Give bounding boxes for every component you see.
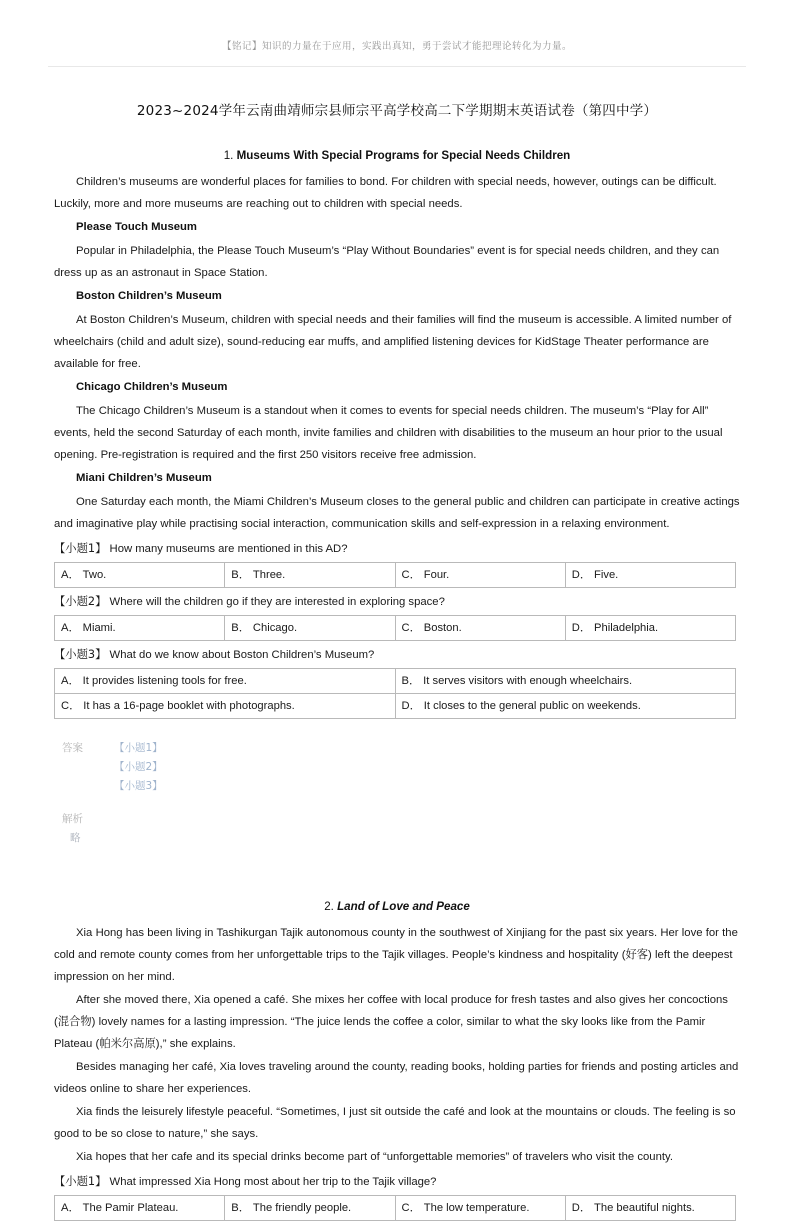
section-spacer	[54, 848, 740, 892]
table-row	[55, 694, 736, 719]
passage-1-para-4: The Chicago Children’s Museum is a standout when it comes to events for special needs children. The museum’s “Play for All” events, held the second Saturday of each month, invite families and children with disabilities to the museum an hour prior to the usual opening. Pre-registration is required and the first 250 visitors receive free admission.	[54, 405, 723, 461]
option-text: The friendly people.	[252, 1202, 352, 1214]
option-text: The Pamir Plateau.	[82, 1202, 179, 1214]
option-text: Five.	[594, 569, 619, 581]
option-d[interactable]	[565, 616, 735, 641]
question-text: Where will the children go if they are interested in exploring space?	[109, 596, 445, 608]
question-text: How many museums are mentioned in this AD?	[109, 543, 348, 555]
option-letter: A．	[61, 622, 80, 634]
answer-items	[114, 739, 163, 796]
option-text: The beautiful nights.	[594, 1202, 695, 1214]
option-text: Philadelphia.	[594, 622, 659, 634]
passage-1-para-2: Popular in Philadelphia, the Please Touch Museum’s “Play Without Boundaries” event is for special needs children, and they can dress up as an astronaut in Space Station.	[54, 245, 720, 279]
table-row	[55, 563, 736, 588]
passage-1-question-1-options	[54, 562, 736, 588]
option-a[interactable]	[55, 616, 225, 641]
page-title: 2023~2024学年云南曲靖师宗县师宗平高学校高二下学期期末英语试卷（第四中学）	[136, 103, 658, 119]
question-tag: 【小题1】	[54, 542, 107, 555]
passage-2-para-5: Xia hopes that her cafe and its special drinks become part of “unforgettable memories” of travelers who visit the county.	[76, 1151, 673, 1163]
answer-item-1: 【小题1】	[114, 742, 163, 754]
answer-label: 答案	[62, 742, 83, 754]
question-text: What do we know about Boston Children’s Museum?	[109, 649, 375, 661]
question-tag: 【小题2】	[54, 595, 107, 608]
option-text: It serves visitors with enough wheelchairs.	[423, 675, 633, 687]
passage-2-para-3: Besides managing her café, Xia loves traveling around the county, reading books, holding parties for friends and posting articles and videos online to share her experiences.	[54, 1061, 739, 1095]
option-text: The low temperature.	[423, 1202, 530, 1214]
option-letter: A．	[61, 569, 80, 581]
option-text: Three.	[252, 569, 286, 581]
question-text: What impressed Xia Hong most about her trip to the Tajik village?	[109, 1176, 437, 1188]
option-text: It closes to the general public on weekends.	[423, 700, 641, 712]
passage-1-subhead-4: Miani Children’s Museum	[76, 472, 212, 484]
passage-2-para-4: Xia finds the leisurely lifestyle peaceful. “Sometimes, I just sit outside the café and look at the mountains or clouds. The feeling is so good to be so close to nature,” she says.	[54, 1106, 736, 1140]
passage-1-title	[54, 149, 740, 162]
option-d[interactable]	[565, 563, 735, 588]
option-letter: C．	[401, 622, 421, 634]
passage-1	[54, 149, 740, 848]
passage-1-question-3-options	[54, 668, 736, 719]
running-header: 【铭记】知识的力量在于应用，实践出真知，勇于尝试才能把理论转化为力量。	[221, 41, 572, 52]
option-letter: C．	[61, 700, 81, 712]
option-d[interactable]	[565, 1196, 735, 1221]
option-a[interactable]	[55, 563, 225, 588]
option-text: It has a 16-page booklet with photographs.	[83, 700, 295, 712]
option-c[interactable]	[395, 616, 565, 641]
option-letter: B．	[401, 675, 421, 687]
answer-block	[54, 739, 740, 848]
passage-1-number: 1.	[223, 149, 237, 162]
option-text: Four.	[423, 569, 450, 581]
passage-2-number: 2.	[324, 900, 338, 913]
option-text: Two.	[82, 569, 107, 581]
option-letter: D．	[401, 700, 421, 712]
option-b[interactable]	[225, 616, 395, 641]
option-letter: A．	[61, 675, 80, 687]
header-divider	[48, 66, 746, 67]
option-c[interactable]	[395, 1196, 565, 1221]
option-letter: C．	[401, 1202, 421, 1214]
passage-2-heading: Land of Love and Peace	[337, 900, 470, 913]
answer-item-2: 【小题2】	[114, 761, 163, 773]
passage-1-question-2-options	[54, 615, 736, 641]
passage-2-para-2: After she moved there, Xia opened a café. She mixes her coffee with local produce for fresh tastes and also gives her concoctions (混合物) lovely names for a lasting impression. “The juice lends the coffee a color, similar to what the sky looks like from the Pamir Plateau (帕米尔高原),” she explains.	[54, 994, 728, 1050]
table-row	[55, 1196, 736, 1221]
option-text: Boston.	[423, 622, 462, 634]
analysis-text: 略	[70, 832, 81, 844]
passage-1-subhead-1: Please Touch Museum	[76, 221, 197, 233]
answer-item-3: 【小题3】	[114, 780, 163, 792]
analysis-row	[62, 810, 740, 829]
option-b[interactable]	[225, 1196, 395, 1221]
passage-1-question-1-stem	[54, 538, 740, 560]
passage-1-para-5: One Saturday each month, the Miami Children’s Museum closes to the general public and children can participate in creative actings and imaginative play while practising social interaction, communication skills and self-expression in a relaxing environment.	[54, 496, 740, 530]
option-b[interactable]	[225, 563, 395, 588]
analysis-label: 解析	[62, 813, 83, 825]
option-letter: B．	[231, 1202, 250, 1214]
table-row	[55, 616, 736, 641]
passage-2	[54, 900, 740, 1221]
option-letter: D．	[571, 1202, 592, 1214]
option-d[interactable]	[395, 694, 736, 719]
passage-1-heading: Museums With Special Programs for Special Needs Children	[236, 149, 571, 162]
table-row	[55, 669, 736, 694]
passage-1-subhead-2: Boston Children’s Museum	[76, 290, 222, 302]
passage-2-question-1-stem	[54, 1171, 740, 1193]
option-text: Miami.	[82, 622, 116, 634]
passage-1-question-2-stem	[54, 591, 740, 613]
passage-2-title	[54, 900, 740, 913]
passage-1-para-1: Children’s museums are wonderful places for families to bond. For children with special needs, however, outings can be difficult. Luckily, more and more museums are reaching out to children with special needs.	[54, 176, 717, 210]
passage-1-subhead-3: Chicago Children’s Museum	[76, 381, 228, 393]
option-a[interactable]	[55, 1196, 225, 1221]
option-a[interactable]	[55, 669, 396, 694]
option-letter: C．	[401, 569, 421, 581]
document-content	[54, 119, 740, 1221]
option-c[interactable]	[55, 694, 396, 719]
option-text: Chicago.	[252, 622, 298, 634]
passage-2-para-1: Xia Hong has been living in Tashikurgan Tajik autonomous county in the southwest of Xinjiang for the past six years. Her love for the cold and remote county comes from her unforgettable trips to the Tajik villages. People’s kindness and hospitality (好客) left the deepest impression on her mind.	[54, 927, 738, 983]
option-letter: B．	[231, 622, 250, 634]
option-letter: D．	[571, 569, 592, 581]
option-c[interactable]	[395, 563, 565, 588]
question-tag: 【小题3】	[54, 648, 107, 661]
passage-2-question-1-options	[54, 1195, 736, 1221]
option-letter: A．	[61, 1202, 80, 1214]
option-b[interactable]	[395, 669, 736, 694]
option-letter: D．	[571, 622, 592, 634]
option-letter: B．	[231, 569, 250, 581]
answer-row	[62, 739, 740, 796]
question-tag: 【小题1】	[54, 1175, 107, 1188]
passage-1-para-3: At Boston Children’s Museum, children with special needs and their families will find the museum is accessible. A limited number of wheelchairs (child and adult size), sound-reducing ear muffs, and amplified listening devices for KidStage Theater performance are available for free.	[54, 314, 732, 370]
option-text: It provides listening tools for free.	[82, 675, 247, 687]
passage-1-question-3-stem	[54, 644, 740, 666]
